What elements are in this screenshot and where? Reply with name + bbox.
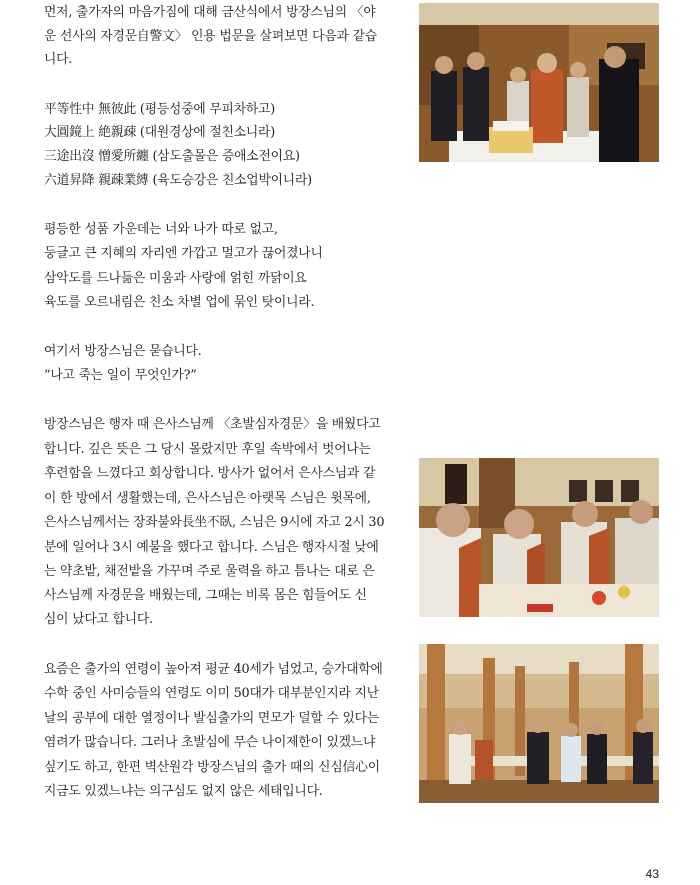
text-line: 사스님께 자경문을 배웠는데, 그때는 비록 몸은 힘들어도 신 xyxy=(44,588,367,603)
text-line: 운 선사의 자경문自警文〉 인용 법문을 살펴보면 다음과 같습 xyxy=(44,29,377,44)
text-line: 여기서 방장스님은 묻습니다. xyxy=(44,344,202,359)
text-line: 날의 공부에 대한 열정이나 발심출가의 면모가 덜할 수 있다는 xyxy=(44,711,379,726)
text-line: 합니다. 깊은 뜻은 그 당시 몰랐지만 후일 속박에서 벗어나는 xyxy=(44,442,371,457)
verse-line: 平等性中 無彼此 (평등성중에 무피차하고) xyxy=(44,102,275,117)
text-line: 먼저, 출가자의 마음가짐에 대해 금산식에서 방장스님의 〈야 xyxy=(44,5,376,20)
text-line: “나고 죽는 일이 무엇인가?” xyxy=(44,368,197,383)
text-line: 분에 일어나 3시 예불을 했다고 합니다. 스님은 행자시절 낮에 xyxy=(44,540,379,555)
ceremony-cake-photo xyxy=(419,3,659,162)
text-line: 니다. xyxy=(44,52,73,67)
monks-dining-photo xyxy=(419,458,659,617)
text-line: 요즘은 출가의 연령이 높아져 평균 40세가 넘었고, 승가대학에 xyxy=(44,662,383,677)
text-line: 는 약초밭, 채전밭을 가꾸며 주로 울력을 하고 틈나는 대로 은 xyxy=(44,564,375,579)
text-line: 수학 중인 사미승들의 연령도 이미 50대가 대부분인지라 지난 xyxy=(44,686,379,701)
text-line: 은사스님께서는 장좌불와長坐不臥, 스님은 9시에 자고 2시 30 xyxy=(44,515,385,530)
text-line: 지금도 있겠느냐는 의구심도 없지 않은 세태입니다. xyxy=(44,784,323,799)
text-line: 싶기도 하고, 한편 벽산원각 방장스님의 출가 때의 신심信心이 xyxy=(44,760,380,775)
text-line: 후련함을 느꼈다고 회상합니다. 방사가 없어서 은사스님과 같 xyxy=(44,466,376,481)
text-line: 이 한 방에서 생활했는데, 은사스님은 아랫목 스님은 윗목에, xyxy=(44,491,371,506)
page-number: 43 xyxy=(645,867,659,881)
verse-line: 大圓鏡上 絶親疎 (대원경상에 절친소니라) xyxy=(44,125,275,140)
verse-line: 三途出沒 憎愛所纏 (삼도출몰은 증애소전이요) xyxy=(44,149,300,164)
verse-line: 六道昇降 親疎業縛 (육도승강은 친소업박이니라) xyxy=(44,173,312,188)
text-line: 둥글고 큰 지혜의 자리엔 가깝고 멀고가 끊어졌나니 xyxy=(44,246,323,261)
text-line: 육도를 오르내림은 친소 차별 업에 묶인 탓이니라. xyxy=(44,295,315,310)
text-line: 삼악도를 드나듦은 미움과 사랑에 얽힌 까닭이요 xyxy=(44,271,307,286)
dining-hall-photo xyxy=(419,644,659,803)
text-line: 평등한 성품 가운데는 너와 나가 따로 없고, xyxy=(44,222,278,237)
text-line: 심이 났다고 합니다. xyxy=(44,612,153,627)
text-line: 방장스님은 행자 때 은사스님께 〈초발심자경문〉을 배웠다고 xyxy=(44,417,381,432)
text-line: 염려가 많습니다. 그러나 초발심에 무슨 나이제한이 있겠느냐 xyxy=(44,735,376,750)
